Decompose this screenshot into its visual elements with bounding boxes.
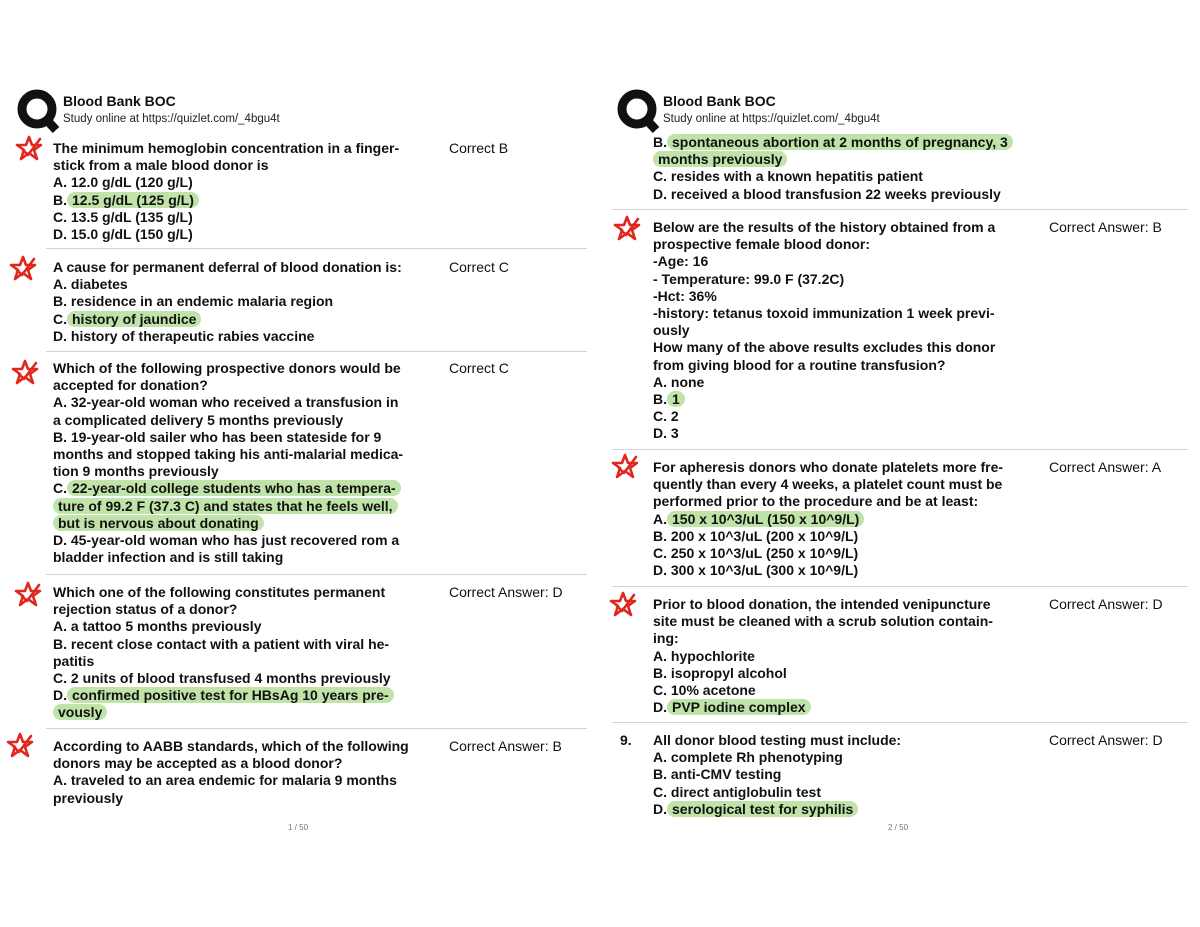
line-text: A. traveled to an area endemic for malaria 9 months (53, 772, 397, 789)
correct-answer: Correct C (449, 360, 509, 376)
question-line (653, 357, 1048, 374)
question-line (53, 276, 448, 293)
question-line (653, 630, 1048, 647)
header-title: Blood Bank BOC (63, 93, 176, 109)
question-divider (612, 586, 1188, 587)
line-text: A. complete Rh phenotyping (653, 749, 843, 766)
highlighted-answer: history of jaundice (67, 311, 201, 327)
line-text: rejection status of a donor? (53, 601, 238, 618)
line-text: -history: tetanus toxoid immunization 1 week previ- (653, 305, 995, 322)
question-line (53, 738, 448, 755)
line-text: D. 45-year-old woman who has just recovered rom a (53, 532, 400, 549)
line-text: A. 32-year-old woman who received a transfusion in (53, 394, 399, 411)
line-text: patitis (53, 652, 95, 669)
line-text: previously (53, 789, 124, 806)
question-line (53, 209, 448, 226)
correct-answer: Correct Answer: D (1049, 732, 1163, 748)
page-footer: 1 / 50 (288, 823, 309, 832)
red-star-check-icon (610, 452, 640, 482)
line-text: C. 2 (653, 408, 679, 425)
line-text: A. a tattoo 5 months previously (53, 618, 262, 635)
line-text: D. 15.0 g/dL (150 g/L) (53, 226, 193, 243)
question-line (653, 699, 1048, 716)
line-text: D. 300 x 10^3/uL (300 x 10^9/L) (653, 562, 859, 579)
line-text: -Age: 16 (653, 253, 709, 270)
question-line (653, 596, 1048, 613)
question-line (653, 459, 1048, 476)
question-line (653, 408, 1048, 425)
highlighted-answer: PVP iodine complex (667, 699, 811, 715)
line-text: -Hct: 36% (653, 287, 717, 304)
line-text: B. 19-year-old sailer who has been stateside for 9 (53, 428, 382, 445)
correct-answer: Correct Answer: D (449, 584, 563, 600)
question-line (53, 772, 448, 789)
line-text: According to AABB standards, which of the following (53, 738, 409, 754)
question-line (53, 532, 448, 549)
question-line (653, 528, 1048, 545)
question-line (53, 584, 448, 601)
question-line (53, 446, 448, 463)
line-text: A cause for permanent deferral of blood donation is: (53, 259, 402, 275)
option-letter: B. (653, 134, 667, 150)
option-letter: C. (53, 480, 67, 497)
highlighted-answer: 1 (667, 391, 685, 407)
question-text (653, 459, 1048, 579)
line-text: months and stopped taking his anti-malarial medica- (53, 446, 404, 463)
question-line (653, 648, 1048, 665)
red-star-check-icon (612, 214, 642, 244)
question-text (53, 738, 448, 807)
question-line (53, 704, 448, 721)
line-text: a complicated delivery 5 months previously (53, 411, 344, 428)
question-line (53, 480, 448, 497)
question-line (53, 140, 448, 157)
line-text: All donor blood testing must include: (653, 732, 902, 748)
line-text: B. isopropyl alcohol (653, 664, 787, 681)
page-2 (600, 0, 1200, 927)
question-divider (612, 722, 1188, 723)
line-text: The minimum hemoglobin concentration in a finger- (53, 140, 400, 156)
line-text: tion 9 months previously (53, 463, 219, 480)
question-line (53, 498, 448, 515)
question-line (653, 801, 1048, 818)
line-text: C. 10% acetone (653, 682, 756, 699)
question-line (653, 374, 1048, 391)
question-line (653, 168, 1048, 185)
line-text: C. direct antiglobulin test (653, 783, 822, 800)
red-star-check-icon (10, 358, 40, 388)
question-line (53, 601, 448, 618)
red-star-check-icon (5, 731, 35, 761)
line-text: - Temperature: 99.0 F (37.2C) (653, 270, 845, 287)
question-line (653, 476, 1048, 493)
line-text: prospective female blood donor: (653, 236, 871, 253)
question-line (653, 134, 1048, 151)
question-divider (46, 351, 587, 352)
option-letter: D. (53, 687, 67, 704)
line-text: D. received a blood transfusion 22 weeks previously (653, 185, 1001, 202)
question-line (53, 394, 448, 411)
option-letter: C. (53, 310, 67, 327)
question-line (653, 253, 1048, 270)
red-star-check-icon (8, 254, 38, 284)
line-text: quently than every 4 weeks, a platelet count must be (653, 476, 1003, 493)
line-text: performed prior to the procedure and be at least: (653, 493, 979, 510)
line-text: B. residence in an endemic malaria region (53, 293, 334, 310)
question-text (53, 584, 448, 722)
question-text (53, 259, 448, 345)
line-text: D. 3 (653, 425, 679, 442)
highlighted-answer: ture of 99.2 F (37.3 C) and states that he feels well, (53, 498, 398, 514)
line-text: C. 13.5 g/dL (135 g/L) (53, 208, 193, 225)
question-line (53, 377, 448, 394)
line-text: B. anti-CMV testing (653, 766, 782, 783)
question-line (653, 339, 1048, 356)
highlighted-answer: confirmed positive test for HBsAg 10 years pre- (67, 687, 394, 703)
correct-answer: Correct Answer: B (449, 738, 562, 754)
line-text: B. 200 x 10^3/uL (200 x 10^9/L) (653, 527, 859, 544)
highlighted-answer: months previously (653, 151, 787, 167)
quizlet-q-logo-icon (16, 88, 62, 134)
question-line (653, 288, 1048, 305)
quizlet-q-logo-icon (616, 88, 662, 134)
question-line (653, 682, 1048, 699)
correct-answer: Correct C (449, 259, 509, 275)
question-line (653, 391, 1048, 408)
header-title: Blood Bank BOC (663, 93, 776, 109)
line-text: Which of the following prospective donors would be (53, 360, 401, 376)
option-letter: B. (53, 191, 67, 208)
question-line (53, 192, 448, 209)
question-line (653, 425, 1048, 442)
question-text (53, 140, 448, 243)
option-letter: B. (653, 391, 667, 408)
question-line (653, 749, 1048, 766)
question-line (53, 515, 448, 532)
question-line (53, 670, 448, 687)
line-text: A. hypochlorite (653, 647, 755, 664)
line-text: Below are the results of the history obtained from a (653, 219, 996, 235)
question-line (653, 511, 1048, 528)
question-text (653, 219, 1048, 443)
question-line (53, 755, 448, 772)
question-line (653, 732, 1048, 749)
correct-answer: Correct Answer: D (1049, 596, 1163, 612)
highlighted-answer: serological test for syphilis (667, 801, 858, 817)
question-text (653, 134, 1048, 203)
highlighted-answer: but is nervous about donating (53, 515, 264, 531)
line-text: donors may be accepted as a blood donor? (53, 755, 343, 772)
header-subtitle: Study online at https://quizlet.com/_4bgu4t (63, 113, 280, 125)
question-divider (46, 248, 587, 249)
line-text: For apheresis donors who donate platelets more fre- (653, 459, 1004, 475)
question-divider (612, 209, 1188, 210)
question-line (53, 360, 448, 377)
line-text: ing: (653, 630, 679, 647)
line-text: Prior to blood donation, the intended venipuncture (653, 596, 991, 612)
option-letter: D. (653, 800, 667, 817)
question-line (53, 618, 448, 635)
red-star-check-icon (608, 590, 638, 620)
question-line (653, 305, 1048, 322)
option-letter: A. (653, 510, 667, 527)
line-text: A. diabetes (53, 276, 128, 293)
page-footer: 2 / 50 (888, 823, 909, 832)
highlighted-answer: spontaneous abortion at 2 months of pregnancy, 3 (667, 134, 1013, 150)
question-line (653, 271, 1048, 288)
line-text: D. history of therapeutic rabies vaccine (53, 327, 315, 344)
question-line (53, 311, 448, 328)
question-line (53, 412, 448, 429)
option-letter: D. (653, 699, 667, 716)
question-line (53, 328, 448, 345)
question-line (653, 151, 1048, 168)
red-star-check-icon (14, 134, 44, 164)
correct-answer: Correct Answer: B (1049, 219, 1162, 235)
line-text: C. 2 units of blood transfused 4 months previously (53, 670, 391, 687)
line-text: B. recent close contact with a patient with viral he- (53, 635, 390, 652)
highlighted-answer: vously (53, 704, 107, 720)
highlighted-answer: 22-year-old college students who has a tempera- (67, 480, 401, 496)
correct-answer: Correct Answer: A (1049, 459, 1162, 475)
line-text: site must be cleaned with a scrub solution contain- (653, 613, 993, 630)
question-line (53, 549, 448, 566)
question-line (53, 790, 448, 807)
question-divider (612, 449, 1188, 450)
question-line (53, 293, 448, 310)
question-line (653, 493, 1048, 510)
correct-answer: Correct B (449, 140, 509, 156)
line-text: How many of the above results excludes this donor (653, 339, 996, 356)
question-line (653, 613, 1048, 630)
question-line (653, 545, 1048, 562)
line-text: ously (653, 322, 690, 339)
question-line (53, 636, 448, 653)
question-divider (46, 574, 587, 575)
question-line (653, 766, 1048, 783)
question-line (53, 226, 448, 243)
line-text: A. 12.0 g/dL (120 g/L) (53, 174, 193, 191)
question-line (53, 653, 448, 670)
question-line (53, 174, 448, 191)
question-text (53, 360, 448, 566)
line-text: C. 250 x 10^3/uL (250 x 10^9/L) (653, 545, 859, 562)
line-text: A. none (653, 373, 705, 390)
question-line (653, 236, 1048, 253)
line-text: C. resides with a known hepatitis patient (653, 168, 923, 185)
question-line (653, 665, 1048, 682)
line-text: Which one of the following constitutes permanent (53, 584, 386, 600)
line-text: accepted for donation? (53, 377, 208, 394)
red-star-check-icon (13, 580, 43, 610)
highlighted-answer: 12.5 g/dL (125 g/L) (67, 192, 199, 208)
question-line (53, 259, 448, 276)
question-line (653, 322, 1048, 339)
header-subtitle: Study online at https://quizlet.com/_4bgu4t (663, 113, 880, 125)
question-line (653, 186, 1048, 203)
question-line (653, 562, 1048, 579)
highlighted-answer: 150 x 10^3/uL (150 x 10^9/L) (667, 511, 864, 527)
question-line (53, 463, 448, 480)
question-line (53, 687, 448, 704)
question-line (653, 219, 1048, 236)
line-text: from giving blood for a routine transfusion? (653, 356, 946, 373)
question-line (653, 784, 1048, 801)
question-text (653, 596, 1048, 716)
question-number: 9. (620, 732, 632, 748)
question-divider (46, 728, 587, 729)
line-text: bladder infection and is still taking (53, 549, 284, 566)
question-text (653, 732, 1048, 818)
question-line (53, 429, 448, 446)
line-text: stick from a male blood donor is (53, 157, 269, 174)
question-line (53, 157, 448, 174)
